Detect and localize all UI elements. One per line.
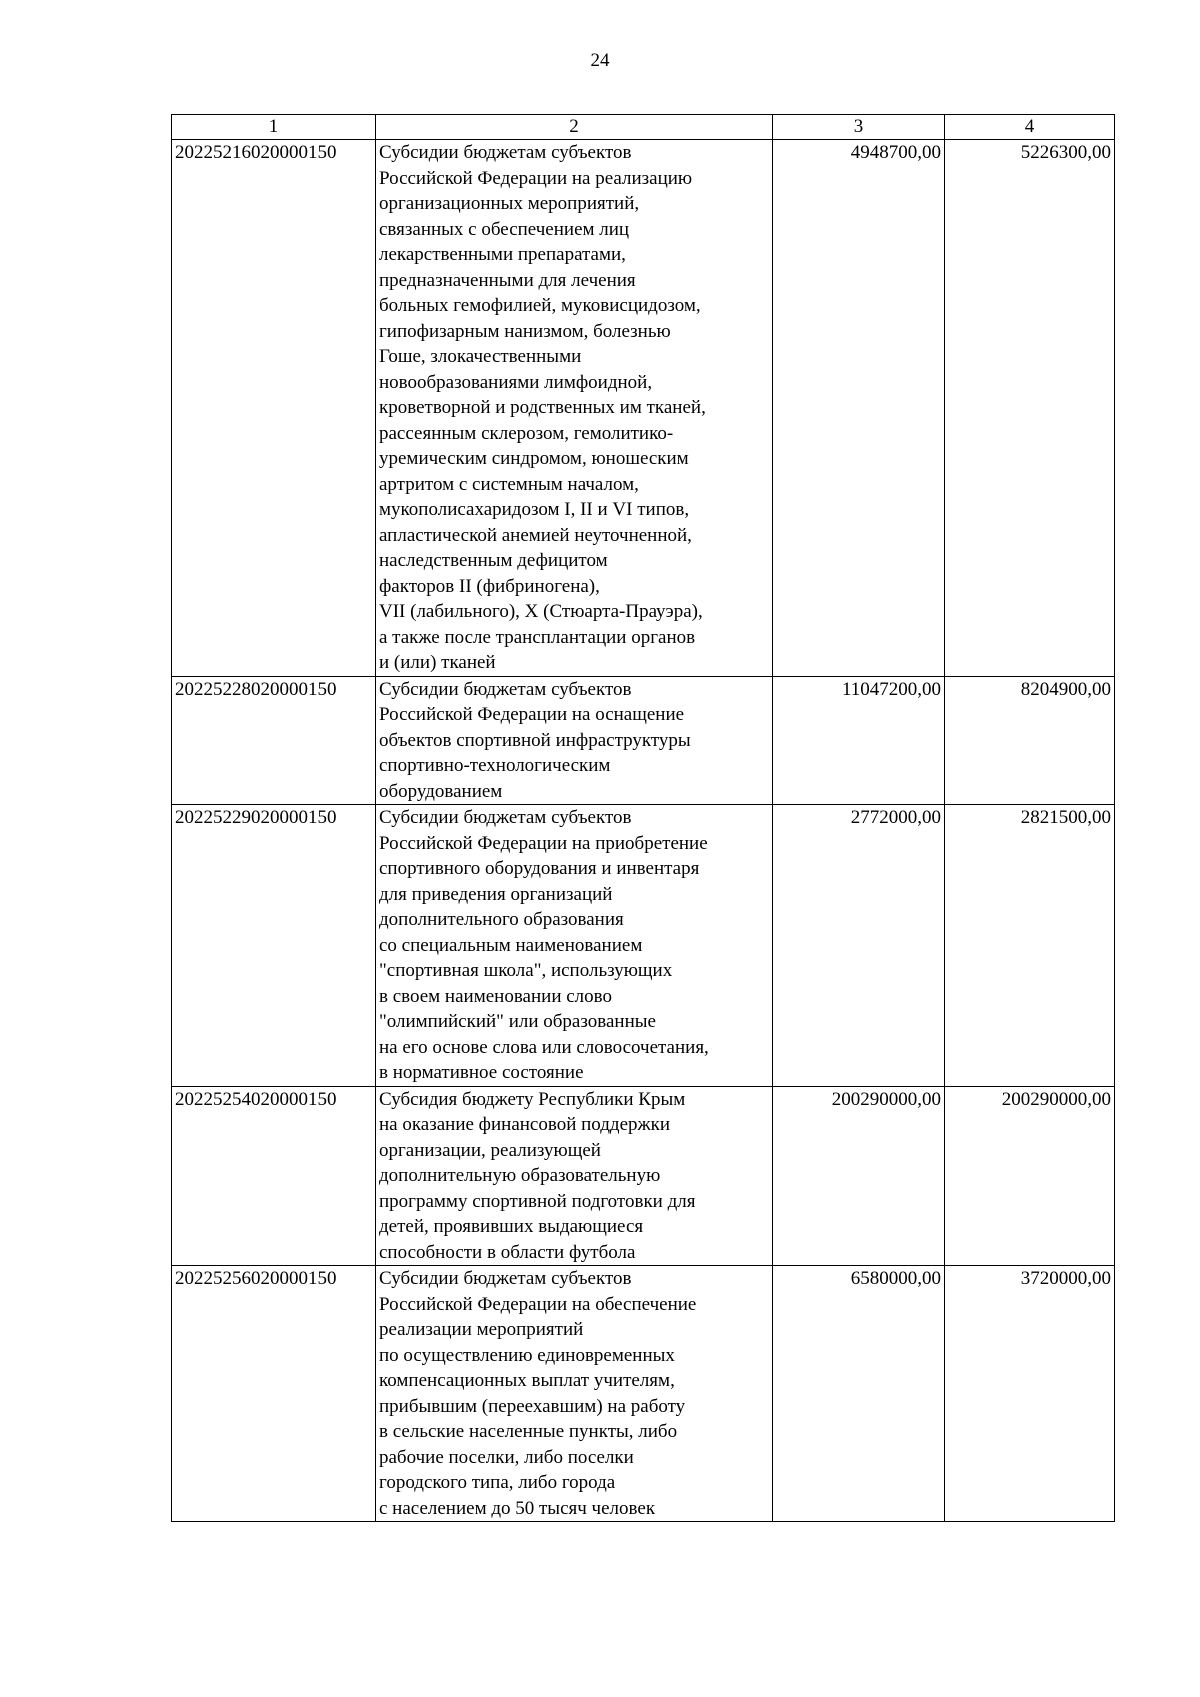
amount-column-4: 5226300,00: [945, 140, 1115, 677]
amount-column-4: 2821500,00: [945, 805, 1115, 1087]
column-header-4: 4: [945, 115, 1115, 140]
table-header: [172, 115, 1115, 140]
table-row: [172, 805, 1115, 1087]
income-description: Субсидии бюджетам субъектов Российской Федерации на оснащение объектов спортивной инфраструктуры спортивно-технологическим оборудованием: [376, 676, 773, 805]
amount-column-3: 200290000,00: [773, 1086, 945, 1266]
income-code: 20225216020000150: [172, 140, 376, 677]
income-description: Субсидии бюджетам субъектов Российской Федерации на приобретение спортивного оборудования и инвентаря для приведения организаций дополнительного образования со специальным наименованием "спортивная школа", использующих в своем наименовании слово "олимпийский" или образованные на его основе слова или словосочетания, в нормативное состояние: [376, 805, 773, 1087]
column-header-2: 2: [376, 115, 773, 140]
table-row: [172, 140, 1115, 677]
table-row: [172, 676, 1115, 805]
income-code: 20225256020000150: [172, 1266, 376, 1522]
amount-column-3: 2772000,00: [773, 805, 945, 1087]
income-description: Субсидия бюджету Республики Крым на оказание финансовой поддержки организации, реализующей дополнительную образовательную программу спортивной подготовки для детей, проявивших выдающиеся способности в области футбола: [376, 1086, 773, 1266]
column-header-3: 3: [773, 115, 945, 140]
page-number: 24: [590, 50, 610, 71]
income-description: Субсидии бюджетам субъектов Российской Федерации на реализацию организационных мероприятий, связанных с обеспечением лиц лекарственными препаратами, предназначенными для лечения больных гемофилией, муковисцидозом, гипофизарным нанизмом, болезнью Гоше, злокачественными новообразованиями лимфоидной, кроветворной и родственных им тканей, рассеянным склерозом, гемолитико- уремическим синдромом, юношеским артритом с системным началом, мукополисахаридозом I, II и VI типов, апластической анемией неуточненной, наследственным дефицитом факторов II (фибриногена), VII (лабильного), X (Стюарта-Прауэра), а также после трансплантации органов и (или) тканей: [376, 140, 773, 677]
amount-column-4: 8204900,00: [945, 676, 1115, 805]
table-row: [172, 1086, 1115, 1266]
table-body: [172, 140, 1115, 1522]
table-row: [172, 1266, 1115, 1522]
amount-column-3: 11047200,00: [773, 676, 945, 805]
amount-column-3: 4948700,00: [773, 140, 945, 677]
budget-table: [171, 114, 1115, 1522]
amount-column-4: 3720000,00: [945, 1266, 1115, 1522]
column-header-1: 1: [172, 115, 376, 140]
amount-column-4: 200290000,00: [945, 1086, 1115, 1266]
header-row: [172, 115, 1115, 140]
amount-column-3: 6580000,00: [773, 1266, 945, 1522]
income-code: 20225228020000150: [172, 676, 376, 805]
income-description: Субсидии бюджетам субъектов Российской Федерации на обеспечение реализации мероприятий по осуществлению единовременных компенсационных выплат учителям, прибывшим (переехавшим) на работу в сельские населенные пункты, либо рабочие поселки, либо поселки городского типа, либо города с населением до 50 тысяч человек: [376, 1266, 773, 1522]
income-code: 20225254020000150: [172, 1086, 376, 1266]
income-code: 20225229020000150: [172, 805, 376, 1087]
